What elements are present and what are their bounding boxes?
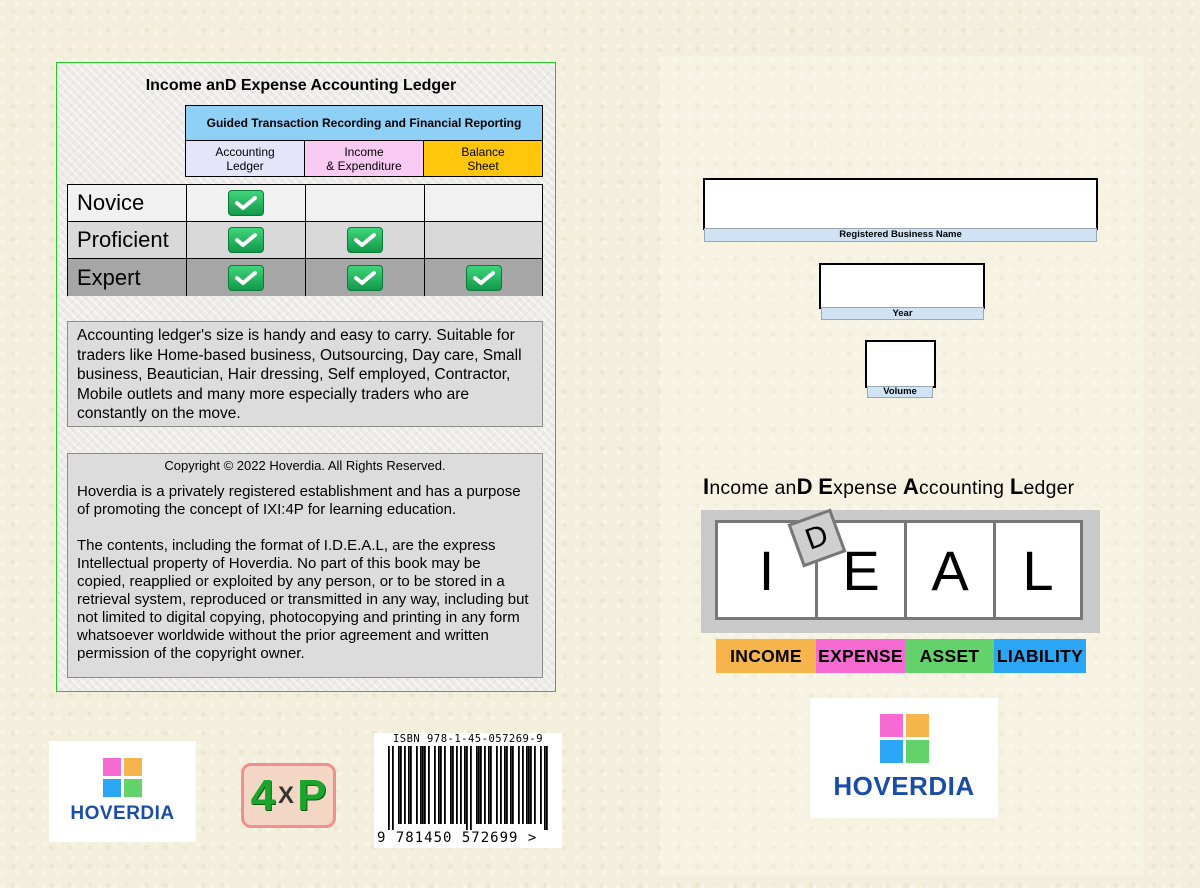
back-cover-panel bbox=[56, 62, 556, 692]
title-cap: L bbox=[1009, 474, 1024, 499]
level-label: Expert bbox=[68, 259, 187, 296]
ideal-tiles bbox=[715, 520, 1083, 620]
barcode-bar bbox=[466, 746, 468, 830]
barcode-bar bbox=[452, 746, 454, 824]
title-rest: edger bbox=[1023, 477, 1075, 499]
barcode-bar bbox=[546, 746, 548, 830]
year-label: Year bbox=[821, 307, 984, 320]
volume-field[interactable] bbox=[865, 340, 936, 388]
barcode-bar bbox=[490, 746, 492, 824]
purpose-paragraph: Hoverdia is a privately registered establishment and has a purpose of promoting the concept of IXI:4P for learning education. bbox=[77, 483, 521, 518]
fourxp-four: 4 bbox=[250, 770, 276, 820]
isbn-barcode bbox=[374, 733, 562, 848]
barcode-bar bbox=[422, 746, 424, 824]
rights-paragraph: The contents, including the format of I.D.E.A.L, are the express Intellectual property of Hoverdia. No part of this book may be copied, reapplied or exploited by any person, or to be stored in a retrieval system, reproduced or transmitted in any way, including but not limited to digital copying, photocopying and printing in any form whatsoever worldwide without the prior agreement and written permission of the copyright owner. bbox=[77, 537, 529, 662]
table-cell bbox=[306, 259, 425, 296]
barcode-icon bbox=[388, 746, 548, 830]
barcode-bar bbox=[476, 746, 478, 824]
hoverdia-wordmark: HOVERDIA bbox=[833, 771, 975, 801]
column-header-line: Income bbox=[344, 144, 384, 159]
category-expense: EXPENSE bbox=[816, 639, 905, 673]
barcode-bar bbox=[434, 746, 436, 824]
column-header-accounting-ledger bbox=[185, 141, 305, 177]
checkmark-icon bbox=[466, 265, 502, 291]
barcode-bar bbox=[522, 746, 524, 824]
quad-square bbox=[103, 758, 121, 776]
volume-label: Volume bbox=[867, 386, 933, 398]
barcode-bar bbox=[506, 746, 508, 824]
column-header-line: Sheet bbox=[467, 158, 499, 173]
ideal-logo bbox=[701, 510, 1100, 633]
table-cell bbox=[306, 222, 425, 258]
copyright-box bbox=[67, 453, 543, 678]
barcode-bar bbox=[526, 746, 528, 824]
barcode-bar bbox=[440, 746, 442, 824]
column-header-line: & Expenditure bbox=[326, 158, 402, 173]
barcode-bar bbox=[500, 746, 502, 824]
barcode-bar bbox=[444, 746, 446, 824]
barcode-bar bbox=[456, 746, 458, 824]
column-header-income-expenditure bbox=[304, 141, 424, 177]
hoverdia-logo-small bbox=[49, 741, 196, 842]
barcode-bar bbox=[478, 746, 480, 824]
copyright-line: Copyright © 2022 Hoverdia. All Rights Reserved. bbox=[164, 458, 446, 473]
level-label: Proficient bbox=[68, 222, 187, 258]
table-cell bbox=[187, 259, 306, 296]
barcode-bar bbox=[512, 746, 514, 824]
table-cell bbox=[187, 222, 306, 258]
barcode-bar bbox=[428, 746, 430, 824]
barcode-bar bbox=[496, 746, 498, 824]
checkmark-icon bbox=[347, 227, 383, 253]
category-liability: LIABILITY bbox=[994, 639, 1086, 673]
barcode-bar bbox=[488, 746, 490, 824]
table-cell bbox=[425, 185, 542, 221]
checkmark-icon bbox=[228, 227, 264, 253]
level-label: Novice bbox=[68, 185, 187, 221]
title-rest: ccounting bbox=[918, 477, 1010, 499]
title-cap: A bbox=[902, 474, 919, 499]
four-x-p-logo bbox=[241, 763, 336, 828]
barcode-bar bbox=[392, 746, 394, 830]
barcode-bar bbox=[510, 746, 512, 824]
barcode-bar bbox=[460, 746, 462, 824]
title-rest: ncome an bbox=[709, 477, 797, 499]
table-cell bbox=[306, 185, 425, 221]
cover-title bbox=[703, 474, 1103, 500]
barcode-bar bbox=[450, 746, 452, 824]
barcode-bar bbox=[438, 746, 440, 824]
barcode-bar bbox=[484, 746, 486, 824]
fourxp-x: X bbox=[278, 781, 295, 809]
ideal-letter-i: I bbox=[718, 523, 818, 617]
title-cap: E bbox=[818, 474, 834, 499]
barcode-bar bbox=[424, 746, 426, 824]
business-name-label: Registered Business Name bbox=[704, 228, 1097, 242]
barcode-bar bbox=[388, 746, 390, 830]
business-name-field[interactable] bbox=[703, 178, 1098, 230]
table-cell bbox=[187, 185, 306, 221]
quad-square bbox=[103, 779, 121, 797]
column-header-balance-sheet bbox=[423, 141, 543, 177]
isbn-text: ISBN 978-1-45-057269-9 bbox=[392, 733, 544, 745]
barcode-bar bbox=[408, 746, 410, 824]
checkmark-icon bbox=[228, 265, 264, 291]
year-field[interactable] bbox=[819, 263, 985, 309]
barcode-bar bbox=[504, 746, 506, 824]
table-row-novice bbox=[68, 185, 542, 222]
table-cell bbox=[425, 222, 542, 258]
hoverdia-logo-large bbox=[810, 698, 998, 818]
barcode-bar bbox=[530, 746, 532, 824]
quad-square bbox=[124, 758, 142, 776]
barcode-bar bbox=[540, 746, 542, 824]
barcode-bar bbox=[480, 746, 482, 824]
barcode-bar bbox=[470, 746, 472, 830]
table-row-proficient bbox=[68, 222, 542, 259]
quad-square bbox=[124, 779, 142, 797]
description-box: Accounting ledger's size is handy and easy to carry. Suitable for traders like Home-based business, Outsourcing, Day care, Small business, Beautician, Hair dressing, Self employed, Contractor, Mobile outlets and many more especially traders who are constantly on the move. bbox=[67, 321, 543, 427]
title-cap: D bbox=[796, 474, 813, 499]
barcode-bar bbox=[534, 746, 536, 824]
hoverdia-quad-icon bbox=[880, 714, 929, 763]
column-header-line: Ledger bbox=[226, 158, 264, 173]
ideal-letter-a: A bbox=[907, 523, 996, 617]
category-income: INCOME bbox=[716, 639, 816, 673]
hoverdia-quad-icon bbox=[103, 758, 142, 797]
table-cell bbox=[425, 259, 542, 296]
guided-subheading: Guided Transaction Recording and Financial Reporting bbox=[185, 105, 543, 141]
quad-square bbox=[880, 740, 903, 763]
barcode-bar bbox=[398, 746, 400, 824]
quad-square bbox=[906, 740, 929, 763]
title-cap: I bbox=[703, 474, 710, 499]
ledger-title: Income anD Expense Accounting Ledger bbox=[145, 77, 457, 94]
hoverdia-wordmark: HOVERDIA bbox=[70, 803, 175, 824]
title-rest: xpense bbox=[833, 477, 903, 499]
skill-level-table bbox=[67, 184, 543, 296]
fourxp-p: P bbox=[297, 770, 327, 820]
barcode-bar bbox=[464, 746, 466, 824]
barcode-bar bbox=[404, 746, 406, 824]
barcode-bar bbox=[528, 746, 530, 824]
ideal-letter-d: D bbox=[800, 518, 833, 557]
column-header-line: Accounting bbox=[215, 144, 275, 159]
barcode-bar bbox=[400, 746, 402, 824]
barcode-bar bbox=[518, 746, 520, 824]
column-header-line: Balance bbox=[461, 144, 505, 159]
checkmark-icon bbox=[228, 190, 264, 216]
barcode-bar bbox=[544, 746, 546, 830]
barcode-bar bbox=[420, 746, 422, 824]
quad-square bbox=[880, 714, 903, 737]
barcode-bar bbox=[410, 746, 412, 824]
table-row-expert bbox=[68, 259, 542, 296]
ideal-letter-l: L bbox=[1022, 538, 1054, 602]
checkmark-icon bbox=[347, 265, 383, 291]
quad-square bbox=[906, 714, 929, 737]
category-strip bbox=[716, 639, 1086, 673]
isbn-digits: 9 781450 572699 > bbox=[377, 830, 538, 846]
ideal-letter-e: E bbox=[818, 523, 907, 617]
category-asset: ASSET bbox=[905, 639, 994, 673]
barcode-bar bbox=[416, 746, 418, 824]
